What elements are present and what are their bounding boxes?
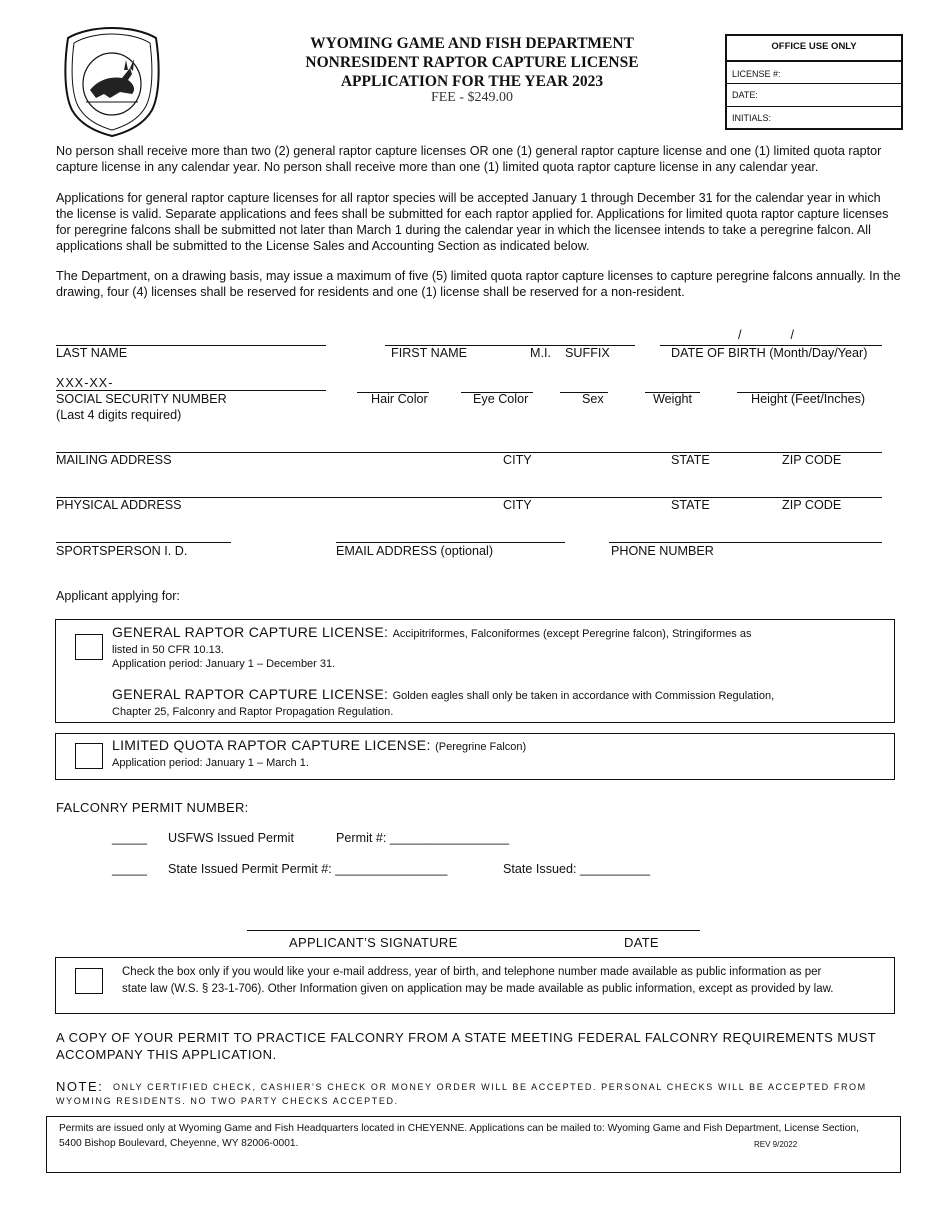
mailing-zip-label: ZIP CODE [782,453,842,467]
office-license-label: LICENSE #: [732,69,781,79]
physical-state-label: STATE [671,498,710,512]
usfws-check-blank[interactable]: _____ [112,831,148,845]
golden-eagle-option [112,686,882,719]
signature-line[interactable] [247,930,700,931]
header-license-title: NONRESIDENT RAPTOR CAPTURE LICENSE [305,54,639,71]
general-license-period: Application period: January 1 – December 31. [112,658,336,670]
footer-line-1: Permits are issued only at Wyoming Game and Fish Headquarters located in CHEYENNE. Applications can be mailed to: Wyoming Game and Fish Department, License Section, [59,1123,859,1134]
mailing-address-line[interactable] [56,452,882,453]
last-name-label: LAST NAME [56,346,128,360]
golden-eagle-title: GENERAL RAPTOR CAPTURE LICENSE: [112,686,389,702]
office-date-label: DATE: [732,90,758,100]
office-license-field[interactable] [727,60,901,84]
public-info-checkbox[interactable] [75,968,103,994]
state-issued-field[interactable]: State Issued: __________ [503,862,651,876]
ssn-label: SOCIAL SECURITY NUMBER [56,392,227,406]
limited-quota-title: LIMITED QUOTA RAPTOR CAPTURE LICENSE: [112,737,431,753]
email-label: EMAIL ADDRESS (optional) [336,544,494,558]
office-use-title: OFFICE USE ONLY [771,41,857,52]
sportsperson-id-label: SPORTSPERSON I. D. [56,544,188,558]
limited-quota-checkbox[interactable] [75,743,103,769]
physical-address-label: PHYSICAL ADDRESS [56,498,182,512]
general-license-section [55,619,895,723]
public-info-consent-box [55,957,895,1014]
dob-label: DATE OF BIRTH (Month/Day/Year) [671,346,868,360]
usfws-permit-label: USFWS Issued Permit [168,831,294,845]
footer-revision: REV 9/2022 [754,1140,798,1149]
state-check-blank[interactable]: _____ [112,862,148,876]
mi-label: M.I. [530,346,551,360]
signature-date-label: DATE [624,935,659,950]
general-license-desc: Accipitriformes, Falconiformes (except Peregrine falcon), Stringiformes as [392,628,752,640]
limited-quota-option [112,737,882,770]
public-info-text-2: state law (W.S. § 23-1-706). Other Information given on application may be made available as public information, except as provided by law. [122,983,834,995]
hair-color-label: Hair Color [371,392,428,406]
sportsperson-id-line[interactable] [56,542,231,543]
header-fee: FEE - $249.00 [430,90,514,105]
usfws-permit-number[interactable]: Permit #: _________________ [336,831,509,845]
copy-requirement-line-1: A COPY OF YOUR PERMIT TO PRACTICE FALCONRY FROM A STATE MEETING FEDERAL FALCONRY REQUIREMENTS MUST [56,1030,877,1045]
sex-label: Sex [582,392,604,406]
copy-requirement-line-2: ACCOMPANY THIS APPLICATION. [56,1047,277,1062]
office-initials-field[interactable] [727,106,901,130]
phone-line[interactable] [609,542,882,543]
mailing-city-label: CITY [503,453,532,467]
footer-box [46,1116,901,1173]
intro-paragraph-3: The Department, on a drawing basis, may issue a maximum of five (5) limited quota raptor capture licenses to capture peregrine falcons annually. In the drawing, four (4) licenses shall be reserved for residents and one (1) license shall be reserved for a non-resident. [56,269,901,299]
wgfd-seal-logo [60,24,164,138]
header-agency: WYOMING GAME AND FISH DEPARTMENT [310,35,634,52]
office-date-field[interactable] [727,83,901,107]
state-permit-number[interactable]: State Issued Permit Permit #: ________________ [168,862,448,876]
limited-quota-period: Application period: January 1 – March 1. [112,757,309,769]
physical-zip-label: ZIP CODE [782,498,842,512]
limited-quota-section [55,733,895,780]
general-license-title: GENERAL RAPTOR CAPTURE LICENSE: [112,624,389,640]
office-use-box [725,34,903,130]
physical-city-label: CITY [503,498,532,512]
limited-quota-desc: (Peregrine Falcon) [435,741,527,753]
first-name-label: FIRST NAME [391,346,468,360]
golden-eagle-desc-2: Chapter 25, Falconry and Raptor Propagation Regulation. [112,706,394,718]
mailing-state-label: STATE [671,453,710,467]
suffix-label: SUFFIX [565,346,610,360]
footer-line-2: 5400 Bishop Boulevard, Cheyenne, WY 82006-0001. [59,1138,299,1149]
height-label: Height (Feet/Inches) [751,392,866,406]
office-initials-label: INITIALS: [732,113,772,123]
mailing-address-label: MAILING ADDRESS [56,453,172,467]
golden-eagle-desc: Golden eagles shall only be taken in accordance with Commission Regulation, [392,690,775,702]
public-info-text-1: Check the box only if you would like your e-mail address, year of birth, and telephone number made available as public information as per [122,966,822,978]
applying-for-label: Applicant applying for: [56,589,180,603]
header-year: APPLICATION FOR THE YEAR 2023 [340,73,604,90]
phone-label: PHONE NUMBER [611,544,714,558]
email-line[interactable] [336,542,565,543]
intro-paragraph-1: No person shall receive more than two (2) general raptor capture licenses OR one (1) general raptor capture license and one (1) limited quota raptor capture license in any calendar year. No person shall receive more than one (1) limited quota raptor capture license in any calendar year. [56,144,882,174]
ssn-line[interactable] [56,390,326,391]
note-label: NOTE: [56,1079,104,1094]
weight-label: Weight [653,392,692,406]
dob-slashes: / / [738,328,794,342]
ssn-prefix: XXX-XX- [56,376,114,390]
general-license-checkbox[interactable] [75,634,103,660]
applicant-signature-label: APPLICANT’S SIGNATURE [289,935,458,950]
general-license-option [112,624,882,671]
intro-paragraph-2: Applications for general raptor capture licenses for all raptor species will be accepted January 1 through December 31 for the calendar year in which the license is valid. Separate applications and fees shall be submitted for each raptor applied for. Applications for limited quota raptor capture licenses for peregrine falcons shall be submitted not later than March 1 during the calendar year in which the licensee intends to take a peregrine falcon. All applications shall be submitted to the License Sales and Accounting Section as indicated below. [56,191,889,253]
note-line-1: ONLY CERTIFIED CHECK, CASHIER’S CHECK OR MONEY ORDER WILL BE ACCEPTED. PERSONAL CHECKS WILL BE ACCEPTED FROM [113,1082,867,1092]
general-license-desc-2: listed in 50 CFR 10.13. [112,644,224,656]
falconry-permit-label: FALCONRY PERMIT NUMBER: [56,800,249,815]
ssn-note: (Last 4 digits required) [56,408,182,422]
eye-color-label: Eye Color [473,392,529,406]
note-line-2: WYOMING RESIDENTS. NO TWO PARTY CHECKS ACCEPTED. [56,1096,399,1106]
